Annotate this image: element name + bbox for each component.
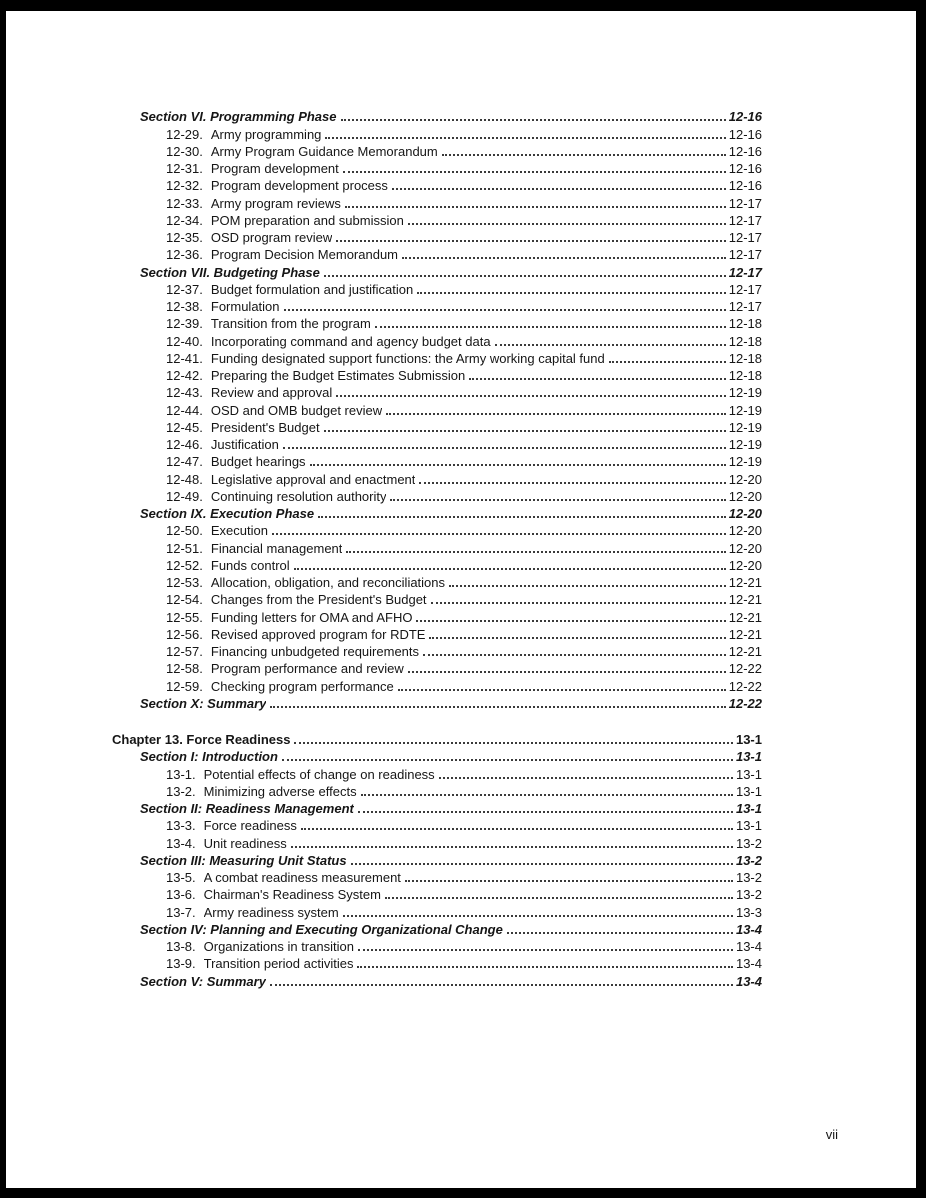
toc-entry-row xyxy=(112,659,762,676)
toc-page-number: 13-1 xyxy=(735,749,762,765)
dot-leader xyxy=(431,602,726,604)
toc-entry-number: 12-45. xyxy=(166,419,203,435)
toc-entry-number: 12-36. xyxy=(166,247,203,263)
dot-leader xyxy=(417,292,726,294)
toc-title: Transition from the program xyxy=(210,316,371,332)
toc-page-number: 12-21 xyxy=(728,592,762,608)
dot-leader xyxy=(429,637,725,639)
dot-leader xyxy=(345,206,726,208)
toc-page-number: 12-18 xyxy=(728,368,762,383)
dot-leader xyxy=(419,482,725,484)
dot-leader xyxy=(408,223,726,225)
toc-entry-number: 13-7. xyxy=(166,904,196,920)
toc-entry-row xyxy=(112,452,762,469)
dot-leader xyxy=(325,137,725,139)
toc-title: Army program reviews xyxy=(210,195,341,211)
dot-leader xyxy=(375,326,726,328)
toc-entry-number: 12-31. xyxy=(166,161,203,176)
dot-leader xyxy=(341,119,726,121)
dot-leader xyxy=(301,828,733,830)
toc-title: Funds control xyxy=(210,557,290,573)
toc-entry-number: 12-33. xyxy=(166,195,203,211)
toc-page-number: 12-17 xyxy=(728,212,762,228)
table-of-contents xyxy=(112,107,762,989)
dot-leader xyxy=(272,533,726,535)
toc-title: Legislative approval and enactment xyxy=(210,471,416,487)
dot-leader xyxy=(343,915,733,917)
toc-title: Program development xyxy=(210,161,339,176)
toc-entry-number: 12-37. xyxy=(166,281,203,297)
toc-title: Section IX. Execution Phase xyxy=(140,506,315,521)
toc-title: Chapter 13. Force Readiness xyxy=(112,732,291,747)
toc-entry-number: 12-44. xyxy=(166,402,203,418)
toc-entry-row xyxy=(112,418,762,435)
toc-page-number: 13-2 xyxy=(735,870,762,885)
toc-title: Budget hearings xyxy=(210,454,306,470)
toc-title: Minimizing adverse effects xyxy=(203,783,357,799)
toc-page-number: 12-16 xyxy=(728,143,762,159)
toc-entry-row xyxy=(112,124,762,141)
toc-entry-row xyxy=(112,521,762,538)
toc-entry-number: 12-59. xyxy=(166,678,203,694)
toc-title: POM preparation and submission xyxy=(210,212,404,228)
dot-leader xyxy=(405,880,733,882)
toc-entry-row xyxy=(112,676,762,693)
dot-leader xyxy=(343,171,726,173)
toc-title: Unit readiness xyxy=(203,835,287,851)
toc-title: Section VI. Programming Phase xyxy=(140,109,337,125)
toc-section-row xyxy=(112,694,762,711)
dot-leader xyxy=(284,309,726,311)
toc-page-number: 12-20 xyxy=(728,471,762,487)
toc-page-number: 12-21 xyxy=(728,575,762,590)
toc-entry-number: 12-32. xyxy=(166,178,203,194)
toc-page-number: 13-3 xyxy=(735,904,762,920)
toc-entry-number: 12-43. xyxy=(166,385,203,401)
dot-leader xyxy=(324,275,726,277)
toc-entry-number: 12-38. xyxy=(166,299,203,314)
toc-title: President's Budget xyxy=(210,419,320,435)
toc-entry-number: 12-39. xyxy=(166,316,203,332)
toc-entry-number: 12-48. xyxy=(166,471,203,487)
toc-entry-row xyxy=(112,487,762,504)
dot-leader xyxy=(358,949,733,951)
toc-page-number: 13-2 xyxy=(735,887,762,903)
toc-title: Funding designated support functions: the Army working capital fund xyxy=(210,350,605,366)
dot-leader xyxy=(291,846,733,848)
toc-page-number: 12-16 xyxy=(728,161,762,176)
toc-title: Force readiness xyxy=(203,818,297,834)
toc-entry-row xyxy=(112,573,762,590)
toc-entry-number: 13-1. xyxy=(166,766,196,782)
toc-page-number: 12-18 xyxy=(728,350,762,366)
dot-leader xyxy=(449,585,726,587)
toc-spacer xyxy=(112,711,762,730)
dot-leader xyxy=(442,154,726,156)
toc-entry-row xyxy=(112,816,762,833)
toc-page-number: 12-18 xyxy=(728,333,762,349)
toc-entry-row xyxy=(112,159,762,176)
toc-entry-row xyxy=(112,245,762,262)
dot-leader xyxy=(408,671,726,673)
toc-page-number: 13-1 xyxy=(735,783,762,799)
toc-page-number: 12-20 xyxy=(728,506,762,521)
dot-leader xyxy=(439,777,733,779)
toc-title: Budget formulation and justification xyxy=(210,281,414,297)
toc-page-number: 13-4 xyxy=(735,939,762,954)
toc-page-number: 13-1 xyxy=(735,732,762,747)
toc-page-number: 12-16 xyxy=(728,126,762,142)
dot-leader xyxy=(336,240,726,242)
toc-page-number: 12-17 xyxy=(728,247,762,263)
toc-page-number: 13-2 xyxy=(735,852,762,868)
toc-entry-number: 12-51. xyxy=(166,540,203,556)
toc-page-number: 12-19 xyxy=(728,437,762,452)
toc-entry-row xyxy=(112,538,762,555)
dot-leader xyxy=(270,706,725,708)
toc-page-number: 12-17 xyxy=(728,230,762,245)
dot-leader xyxy=(609,361,726,363)
toc-title: Section VII. Budgeting Phase xyxy=(140,264,320,280)
toc-title: OSD program review xyxy=(210,230,333,245)
toc-title: Army programming xyxy=(210,126,322,142)
toc-page-number: 12-19 xyxy=(728,385,762,401)
toc-entry-row xyxy=(112,590,762,607)
toc-entry-row xyxy=(112,469,762,486)
toc-entry-number: 13-2. xyxy=(166,783,196,799)
dot-leader xyxy=(318,516,726,518)
toc-page-number: 12-21 xyxy=(728,644,762,659)
toc-page-number: 12-16 xyxy=(728,178,762,194)
toc-page-number: 13-1 xyxy=(735,818,762,834)
toc-section-row xyxy=(112,799,762,816)
toc-entry-row xyxy=(112,228,762,245)
dot-leader xyxy=(351,863,733,865)
toc-section-row xyxy=(112,971,762,988)
toc-title: Section X: Summary xyxy=(140,695,267,711)
toc-title: OSD and OMB budget review xyxy=(210,402,383,418)
toc-entry-number: 13-9. xyxy=(166,956,196,972)
dot-leader xyxy=(386,413,726,415)
toc-title: Continuing resolution authority xyxy=(210,488,387,504)
toc-title: Program performance and review xyxy=(210,661,404,677)
toc-title: Section I: Introduction xyxy=(140,749,278,765)
toc-entry-row xyxy=(112,868,762,885)
toc-entry-row xyxy=(112,833,762,850)
toc-page-number: 12-19 xyxy=(728,454,762,470)
toc-title: Chairman's Readiness System xyxy=(203,887,381,903)
toc-entry-row xyxy=(112,556,762,573)
toc-entry-row xyxy=(112,885,762,902)
toc-entry-number: 12-42. xyxy=(166,368,203,383)
toc-entry-number: 13-3. xyxy=(166,818,196,834)
toc-page-number: 12-19 xyxy=(728,419,762,435)
toc-title: Organizations in transition xyxy=(203,939,354,954)
toc-title: Army Program Guidance Memorandum xyxy=(210,143,438,159)
toc-entry-number: 12-50. xyxy=(166,523,203,539)
toc-section-row xyxy=(112,747,762,764)
dot-leader xyxy=(402,257,726,259)
toc-title: Checking program performance xyxy=(210,678,394,694)
toc-page-number: 12-20 xyxy=(728,540,762,556)
toc-title: Preparing the Budget Estimates Submission xyxy=(210,368,466,383)
toc-section-row xyxy=(112,504,762,521)
toc-entry-row xyxy=(112,625,762,642)
toc-section-row xyxy=(112,920,762,937)
toc-entry-number: 12-57. xyxy=(166,644,203,659)
toc-page-number: 13-4 xyxy=(735,921,762,937)
dot-leader xyxy=(392,188,726,190)
dot-leader xyxy=(416,620,725,622)
dot-leader xyxy=(270,984,733,986)
toc-entry-row xyxy=(112,142,762,159)
toc-chapter-row xyxy=(112,730,762,747)
dot-leader xyxy=(336,395,725,397)
toc-page-number: 12-22 xyxy=(728,661,762,677)
toc-title: Incorporating command and agency budget data xyxy=(210,333,491,349)
toc-entry-row xyxy=(112,211,762,228)
toc-page-number: 12-21 xyxy=(728,626,762,642)
toc-entry-number: 12-41. xyxy=(166,350,203,366)
toc-title: Justification xyxy=(210,437,279,452)
dot-leader xyxy=(390,499,725,501)
toc-title: Program Decision Memorandum xyxy=(210,247,398,263)
toc-title: Review and approval xyxy=(210,385,333,401)
toc-entry-number: 13-8. xyxy=(166,939,196,954)
toc-entry-row xyxy=(112,193,762,210)
toc-title: Section III: Measuring Unit Status xyxy=(140,852,347,868)
toc-title: Formulation xyxy=(210,299,280,314)
dot-leader xyxy=(385,897,733,899)
toc-page-number: 12-20 xyxy=(728,488,762,504)
toc-page-number: 13-1 xyxy=(735,766,762,782)
toc-entry-row xyxy=(112,954,762,971)
toc-title: Financing unbudgeted requirements xyxy=(210,644,420,659)
dot-leader xyxy=(358,811,733,813)
toc-entry-number: 12-58. xyxy=(166,661,203,677)
toc-entry-row xyxy=(112,764,762,781)
toc-entry-number: 12-29. xyxy=(166,126,203,142)
toc-entry-row xyxy=(112,366,762,383)
dot-leader xyxy=(310,464,726,466)
toc-title: Allocation, obligation, and reconciliations xyxy=(210,575,446,590)
dot-leader xyxy=(282,759,733,761)
dot-leader xyxy=(495,344,726,346)
toc-entry-row xyxy=(112,314,762,331)
toc-entry-number: 12-47. xyxy=(166,454,203,470)
folio-page-number: vii xyxy=(825,1127,838,1142)
toc-page-number: 12-17 xyxy=(728,264,762,280)
toc-entry-row xyxy=(112,435,762,452)
toc-title: Section V: Summary xyxy=(140,973,266,989)
toc-page-number: 12-17 xyxy=(728,195,762,211)
toc-page-number: 12-18 xyxy=(728,316,762,332)
dot-leader xyxy=(423,654,726,656)
toc-entry-number: 12-40. xyxy=(166,333,203,349)
toc-page-number: 13-1 xyxy=(735,801,762,816)
toc-entry-number: 12-55. xyxy=(166,609,203,625)
toc-entry-row xyxy=(112,331,762,348)
toc-entry-row xyxy=(112,280,762,297)
toc-title: Revised approved program for RDTE xyxy=(210,626,426,642)
toc-page-number: 13-4 xyxy=(735,956,762,972)
toc-title: Section IV: Planning and Executing Organizational Change xyxy=(140,921,503,937)
toc-entry-number: 12-34. xyxy=(166,212,203,228)
dot-leader xyxy=(294,568,726,570)
toc-entry-number: 12-54. xyxy=(166,592,203,608)
toc-title: Potential effects of change on readiness xyxy=(203,766,435,782)
toc-entry-number: 12-49. xyxy=(166,488,203,504)
toc-entry-row xyxy=(112,642,762,659)
toc-page-number: 12-20 xyxy=(728,523,762,539)
document-page xyxy=(6,11,916,1188)
toc-entry-number: 12-30. xyxy=(166,143,203,159)
toc-page-number: 12-22 xyxy=(728,678,762,694)
toc-entry-row xyxy=(112,383,762,400)
dot-leader xyxy=(469,378,726,380)
toc-page-number: 12-22 xyxy=(728,695,762,711)
toc-page-number: 12-17 xyxy=(728,281,762,297)
toc-title: Army readiness system xyxy=(203,904,339,920)
toc-entry-row xyxy=(112,349,762,366)
dot-leader xyxy=(324,430,726,432)
toc-entry-row xyxy=(112,937,762,954)
toc-entry-row xyxy=(112,607,762,624)
toc-entry-number: 12-56. xyxy=(166,626,203,642)
toc-page-number: 12-16 xyxy=(728,109,762,125)
toc-title: Program development process xyxy=(210,178,388,194)
toc-title: Transition period activities xyxy=(203,956,354,972)
toc-title: Financial management xyxy=(210,540,343,556)
toc-entry-row xyxy=(112,176,762,193)
toc-entry-number: 12-35. xyxy=(166,230,203,245)
dot-leader xyxy=(398,689,726,691)
toc-entry-row xyxy=(112,902,762,919)
dot-leader xyxy=(346,551,725,553)
toc-entry-number: 12-52. xyxy=(166,557,203,573)
toc-entry-row xyxy=(112,400,762,417)
dot-leader xyxy=(283,447,726,449)
toc-entry-number: 13-5. xyxy=(166,870,196,885)
toc-title: Section II: Readiness Management xyxy=(140,801,354,816)
toc-page-number: 12-19 xyxy=(728,402,762,418)
toc-title: Funding letters for OMA and AFHO xyxy=(210,609,413,625)
toc-entry-row xyxy=(112,297,762,314)
toc-section-row xyxy=(112,262,762,279)
dot-leader xyxy=(294,742,733,744)
toc-entry-number: 12-53. xyxy=(166,575,203,590)
toc-page-number: 12-21 xyxy=(728,609,762,625)
toc-title: A combat readiness measurement xyxy=(203,870,401,885)
dot-leader xyxy=(357,966,733,968)
toc-entry-row xyxy=(112,782,762,799)
dot-leader xyxy=(361,794,733,796)
dot-leader xyxy=(507,932,733,934)
toc-title: Execution xyxy=(210,523,268,539)
toc-title: Changes from the President's Budget xyxy=(210,592,427,608)
toc-page-number: 12-17 xyxy=(728,299,762,314)
toc-entry-number: 13-4. xyxy=(166,835,196,851)
toc-page-number: 12-20 xyxy=(728,557,762,573)
toc-entry-number: 12-46. xyxy=(166,437,203,452)
toc-section-row xyxy=(112,851,762,868)
toc-page-number: 13-2 xyxy=(735,835,762,851)
toc-section-row xyxy=(112,107,762,124)
toc-entry-number: 13-6. xyxy=(166,887,196,903)
toc-page-number: 13-4 xyxy=(735,973,762,989)
